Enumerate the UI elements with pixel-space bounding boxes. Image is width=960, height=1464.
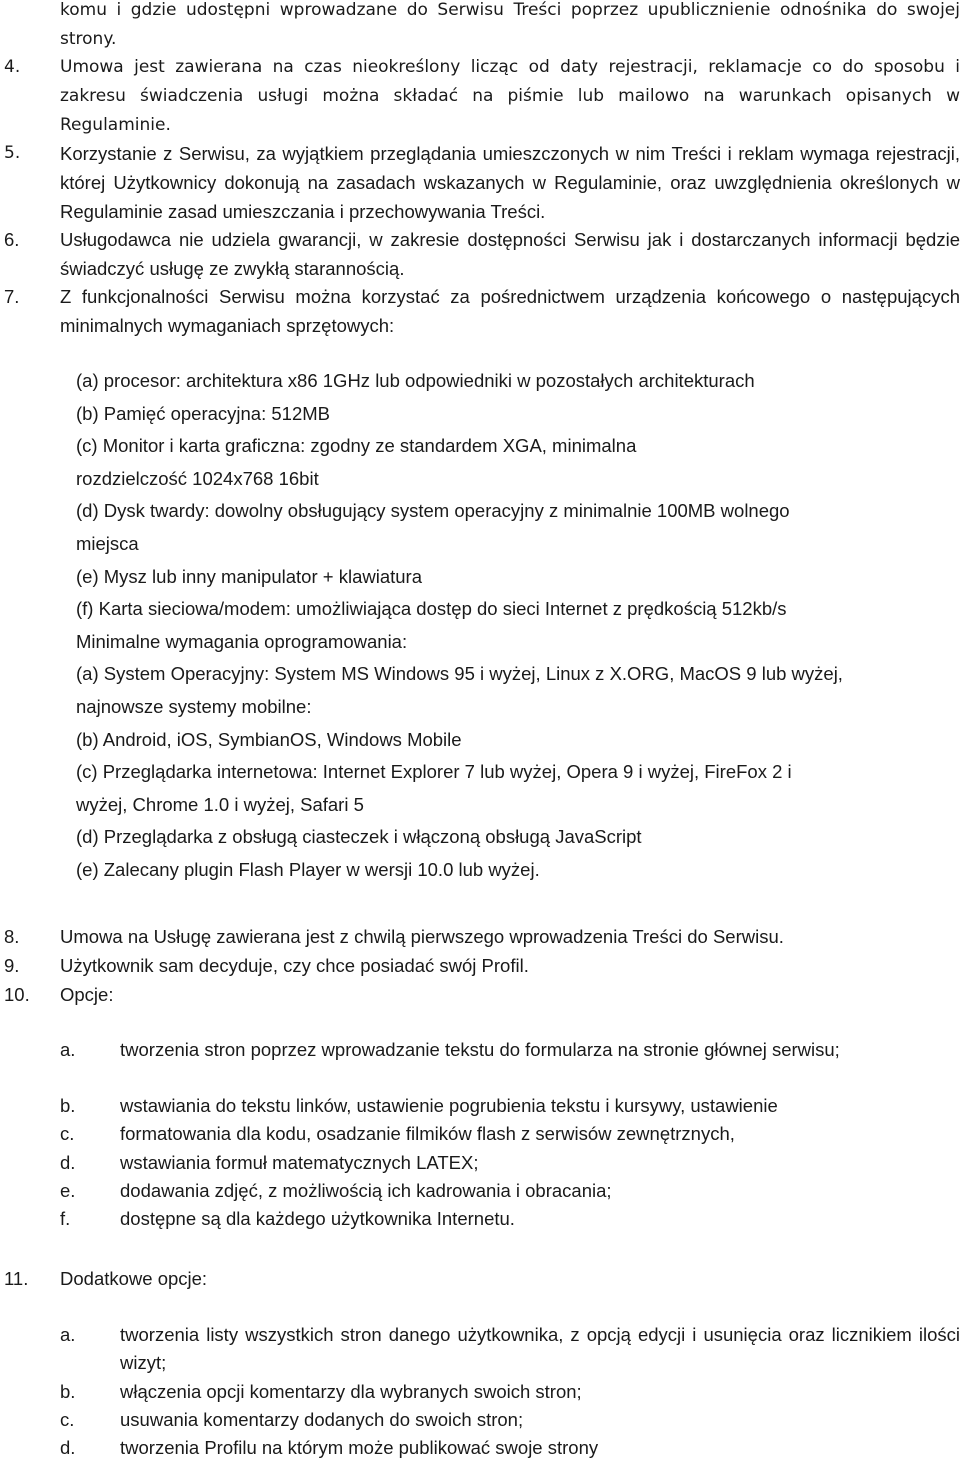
- option-text: tworzenia Profilu na którym może publikować swoje strony: [120, 1437, 599, 1458]
- clause-number: 8.: [4, 926, 20, 947]
- clause-text: Z funkcjonalności Serwisu można korzystać za pośrednictwem urządzenia końcowego o następujących minimalnych wymaganiach sprzętowych:: [60, 286, 960, 336]
- option-text: wstawiania formuł matematycznych LATEX;: [120, 1152, 479, 1173]
- requirement-line: (d) Przeglądarka z obsługą ciasteczek i włączoną obsługą JavaScript: [76, 826, 642, 848]
- option-letter: b.: [60, 1095, 76, 1116]
- option-text: formatowania dla kodu, osadzanie filmików flash z serwisów zewnętrznych,: [120, 1123, 735, 1144]
- option-text: usuwania komentarzy dodanych do swoich stron;: [120, 1409, 524, 1430]
- requirements-list: [76, 365, 936, 887]
- clause-text: Usługodawca nie udziela gwarancji, w zakresie dostępności Serwisu jak i dostarczanych informacji będzie świadczyć usługę ze zwykłą starannością.: [60, 229, 960, 279]
- requirement-line: (e) Zalecany plugin Flash Player w wersji 10.0 lub wyżej.: [76, 858, 540, 880]
- option-letter: a.: [60, 1039, 76, 1060]
- clause-number: 5.: [4, 143, 21, 163]
- requirement-line: miejsca: [76, 532, 139, 554]
- requirement-line: (b) Pamięć operacyjna: 512MB: [76, 402, 330, 424]
- option-letter: f.: [60, 1208, 71, 1229]
- clause-text: Dodatkowe opcje:: [60, 1268, 208, 1289]
- requirement-line: (a) System Operacyjny: System MS Windows 95 i wyżej, Linux z X.ORG, MacOS 9 lub wyżej,: [76, 663, 843, 685]
- requirement-line: wyżej, Chrome 1.0 i wyżej, Safari 5: [76, 793, 364, 815]
- clause-number: 9.: [4, 955, 20, 976]
- option-text: dodawania zdjęć, z możliwością ich kadrowania i obracania;: [120, 1180, 612, 1201]
- clause-text: Umowa na Usługę zawierana jest z chwilą pierwszego wprowadzenia Treści do Serwisu.: [60, 926, 784, 947]
- clause-text: Opcje:: [60, 984, 114, 1005]
- clause-number: 6.: [4, 229, 20, 250]
- clause-text: Umowa jest zawierana na czas nieokreślony licząc od daty rejestracji, reklamacje co do sposobu i zakresu świadczenia usługi można składać na piśmie lub mailowo na warunkach opisanych w Regulaminie.: [60, 57, 960, 135]
- clause-number: 4.: [4, 57, 21, 77]
- option-letter: d.: [60, 1437, 76, 1458]
- option-text: wstawiania do tekstu linków, ustawienie pogrubienia tekstu i kursywy, ustawienie: [120, 1095, 778, 1116]
- option-letter: b.: [60, 1381, 76, 1402]
- requirement-line: (f) Karta sieciowa/modem: umożliwiająca dostęp do sieci Internet z prędkością 512kb/s: [76, 598, 787, 620]
- clause-number: 11.: [4, 1268, 29, 1289]
- requirement-line: Minimalne wymagania oprogramowania:: [76, 630, 408, 652]
- option-text: włączenia opcji komentarzy dla wybranych swoich stron;: [120, 1381, 582, 1402]
- option-letter: e.: [60, 1180, 76, 1201]
- option-letter: d.: [60, 1152, 76, 1173]
- option-text: tworzenia listy wszystkich stron danego użytkownika, z opcją edycji i usunięcia oraz licznikiem ilości wizyt;: [120, 1324, 960, 1373]
- clause-text: Użytkownik sam decyduje, czy chce posiadać swój Profil.: [60, 955, 529, 976]
- requirement-line: najnowsze systemy mobilne:: [76, 695, 312, 717]
- clause-number: 10.: [4, 984, 30, 1005]
- option-letter: a.: [60, 1324, 76, 1345]
- continuation-paragraph: komu i gdzie udostępni wprowadzane do Serwisu Treści poprzez upublicznienie odnośnika do swojej strony.: [60, 0, 960, 49]
- requirement-line: (d) Dysk twardy: dowolny obsługujący system operacyjny z minimalnie 100MB wolnego: [76, 500, 790, 522]
- requirement-line: (e) Mysz lub inny manipulator + klawiatura: [76, 565, 422, 587]
- requirement-line: rozdzielczość 1024x768 16bit: [76, 467, 319, 489]
- option-letter: c.: [60, 1409, 75, 1430]
- requirement-line: (a) procesor: architektura x86 1GHz lub odpowiedniki w pozostałych architekturach: [76, 370, 755, 391]
- requirement-line: (b) Android, iOS, SymbianOS, Windows Mobile: [76, 728, 462, 750]
- option-text: dostępne są dla każdego użytkownika Internetu.: [120, 1208, 515, 1229]
- option-letter: c.: [60, 1123, 75, 1144]
- requirement-line: (c) Monitor i karta graficzna: zgodny ze standardem XGA, minimalna: [76, 435, 637, 457]
- clause-text: Korzystanie z Serwisu, za wyjątkiem przeglądania umieszczonych w nim Treści i reklam wymaga rejestracji, której Użytkownicy dokonują na zasadach wskazanych w Regulaminie, oraz uwzględnienia określonych w Regulaminie zasad umieszczania i przechowywania Treści.: [60, 143, 960, 222]
- clause-number: 7.: [4, 286, 20, 307]
- requirement-line: (c) Przeglądarka internetowa: Internet Explorer 7 lub wyżej, Opera 9 i wyżej, FireFox 2 i: [76, 761, 792, 783]
- option-text: tworzenia stron poprzez wprowadzanie tekstu do formularza na stronie głównej serwisu;: [120, 1039, 840, 1060]
